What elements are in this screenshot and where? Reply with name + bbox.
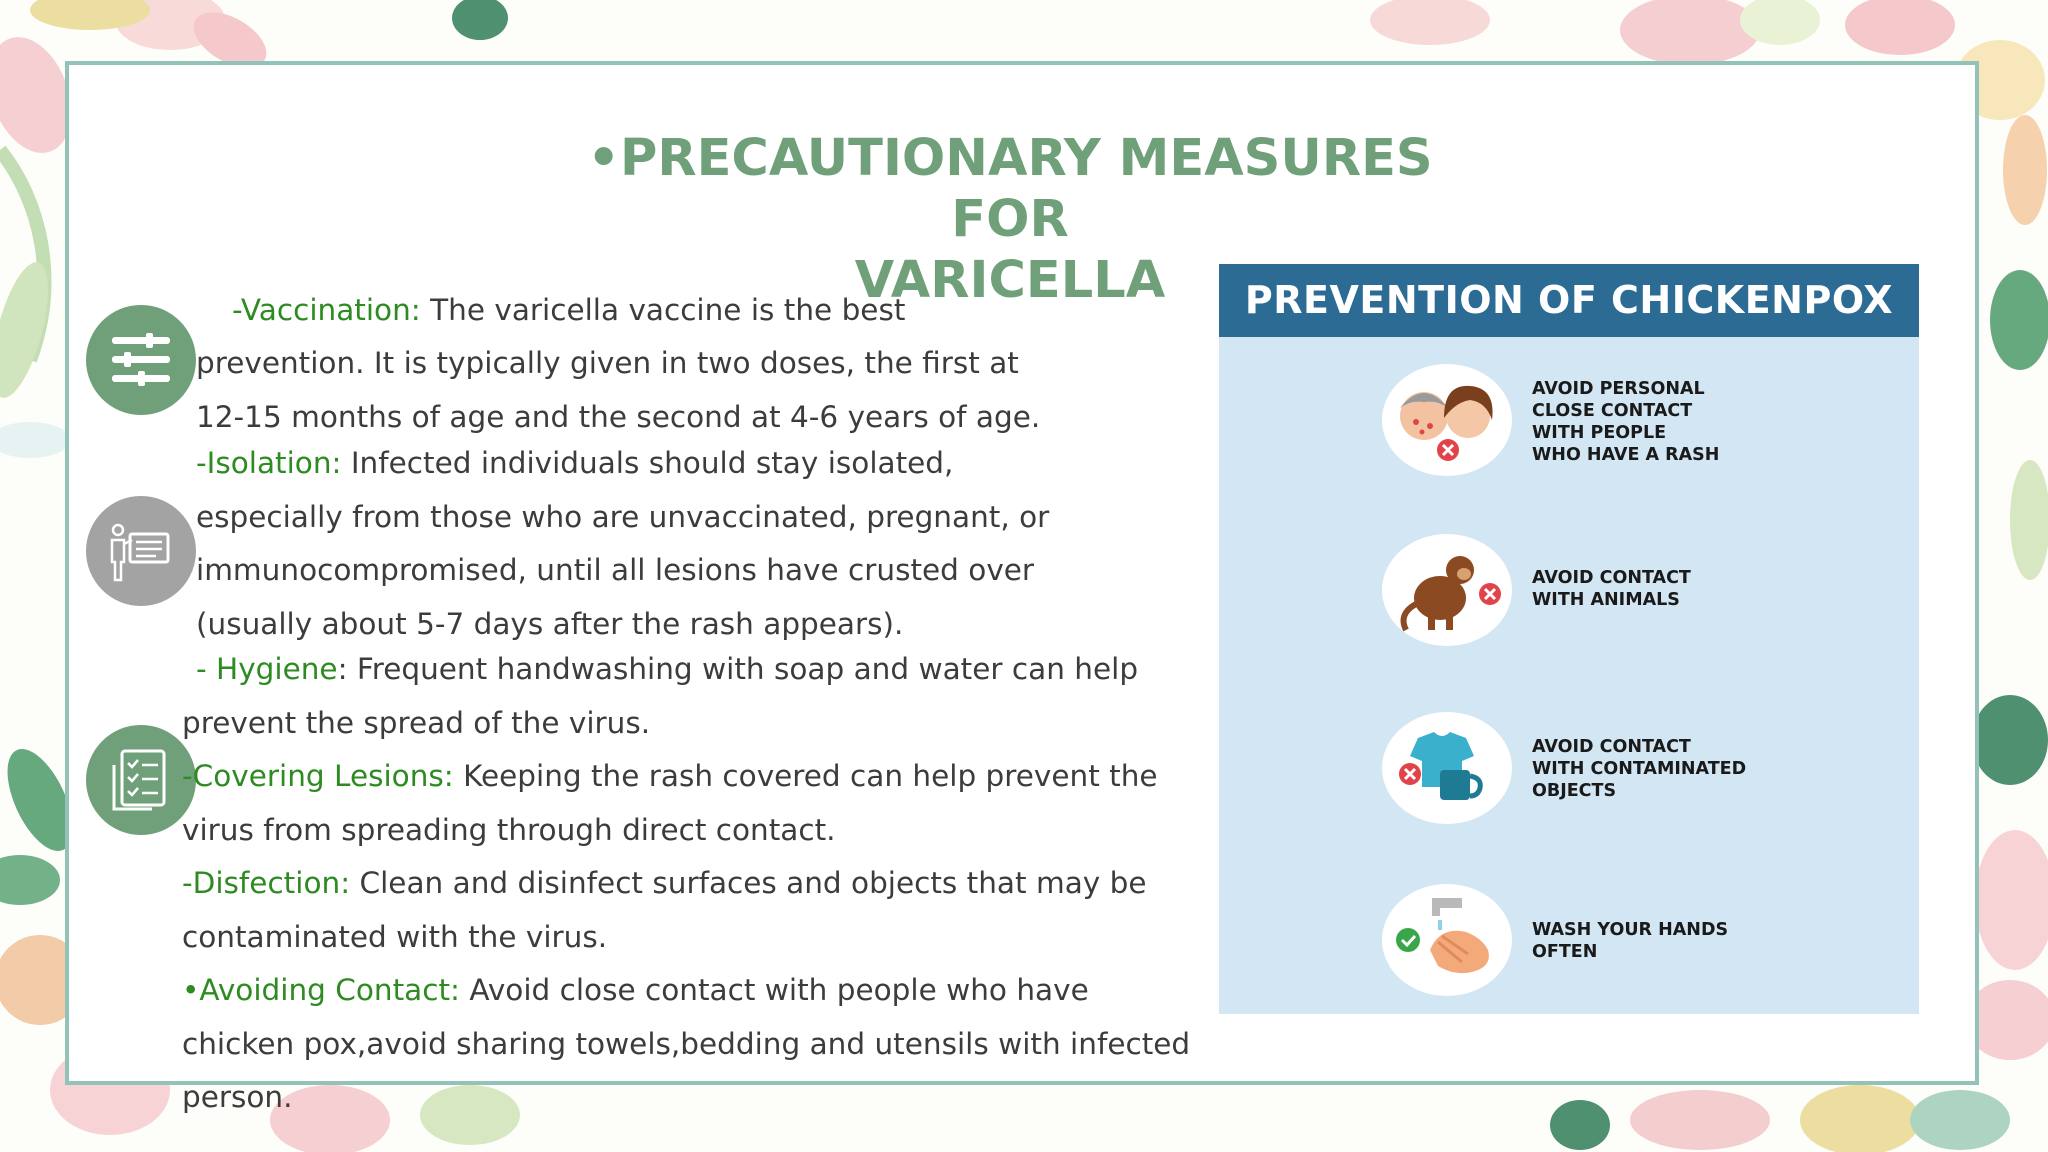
info-item-objects — [1382, 712, 1902, 824]
shirt-mug-icon — [1382, 712, 1512, 824]
info-label: AVOID CONTACT WITH CONTAMINATED OBJECTS — [1532, 737, 1747, 801]
info-label: AVOID PERSONAL CLOSE CONTACT WITH PEOPLE WHO HAVE A RASH — [1532, 379, 1720, 465]
measure-text: prevent the spread of the virus. — [182, 706, 651, 740]
measure-text: immunocompromised, until all lesions have crusted over — [196, 553, 1035, 587]
presenter-board-icon — [86, 496, 196, 606]
measure-text: person. — [182, 1080, 293, 1114]
measure-text: virus from spreading through direct contact. — [182, 813, 836, 847]
info-label: WASH YOUR HANDS OFTEN — [1532, 920, 1729, 962]
measure-heading: -Vaccination: — [232, 293, 421, 327]
measure-heading: -Disfection: — [182, 866, 351, 900]
measures-line — [196, 652, 1138, 686]
measure-text: Infected individuals should stay isolated, — [341, 446, 954, 480]
monkey-icon — [1382, 534, 1512, 646]
measure-heading: -Isolation: — [196, 446, 342, 480]
measures-line — [196, 446, 953, 480]
two-faces-rash-icon — [1382, 364, 1512, 476]
measures-line — [182, 1027, 1190, 1061]
measure-text: chicken pox,avoid sharing towels,bedding and utensils with infected — [182, 1027, 1191, 1061]
prevention-infographic — [1219, 264, 1919, 1014]
measure-text: 12-15 months of age and the second at 4-6 years of age. — [196, 400, 1041, 434]
measure-text: Keeping the rash covered can help prevent the — [453, 759, 1158, 793]
title-line-1: •PRECAUTIONARY MEASURES FOR — [587, 129, 1433, 249]
measure-heading: •Avoiding Contact: — [182, 973, 460, 1007]
info-label: AVOID CONTACT WITH ANIMALS — [1532, 568, 1691, 610]
measures-line — [182, 920, 607, 954]
measures-line — [182, 813, 836, 847]
infographic-header — [1219, 264, 1919, 337]
measures-line — [182, 973, 1089, 1007]
info-item-animals — [1382, 534, 1902, 646]
measures-line — [182, 866, 1146, 900]
measure-heading: - Hygiene — [196, 652, 338, 686]
measures-line — [182, 706, 650, 740]
measure-text: Avoid close contact with people who have — [460, 973, 1089, 1007]
measures-line — [196, 400, 1040, 434]
measure-text: especially from those who are unvaccinated, pregnant, or — [196, 500, 1050, 534]
measure-text: Clean and disinfect surfaces and objects that may be — [350, 866, 1147, 900]
wash-hands-icon — [1382, 884, 1512, 996]
measures-line — [232, 293, 905, 327]
title-line-2: VARICELLA — [854, 251, 1166, 310]
measure-text: contaminated with the virus. — [182, 920, 608, 954]
measures-line — [196, 346, 1019, 380]
measures-line — [196, 553, 1034, 587]
measures-line — [196, 500, 1049, 534]
measure-heading: -Covering Lesions: — [182, 759, 454, 793]
info-item-close-contact — [1382, 364, 1902, 476]
sliders-icon — [86, 305, 196, 415]
measures-line — [182, 759, 1158, 793]
measure-text: : Frequent handwashing with soap and water can help — [337, 652, 1139, 686]
infographic-title: PREVENTION OF CHICKENPOX — [1244, 278, 1894, 322]
measure-text: prevention. It is typically given in two doses, the first at — [196, 346, 1019, 380]
checklist-icon — [86, 725, 196, 835]
measures-line — [182, 1080, 293, 1114]
info-item-wash-hands — [1382, 884, 1902, 996]
measures-line — [196, 607, 903, 641]
measure-text: The varicella vaccine is the best — [420, 293, 906, 327]
measure-text: (usually about 5-7 days after the rash appears). — [196, 607, 904, 641]
